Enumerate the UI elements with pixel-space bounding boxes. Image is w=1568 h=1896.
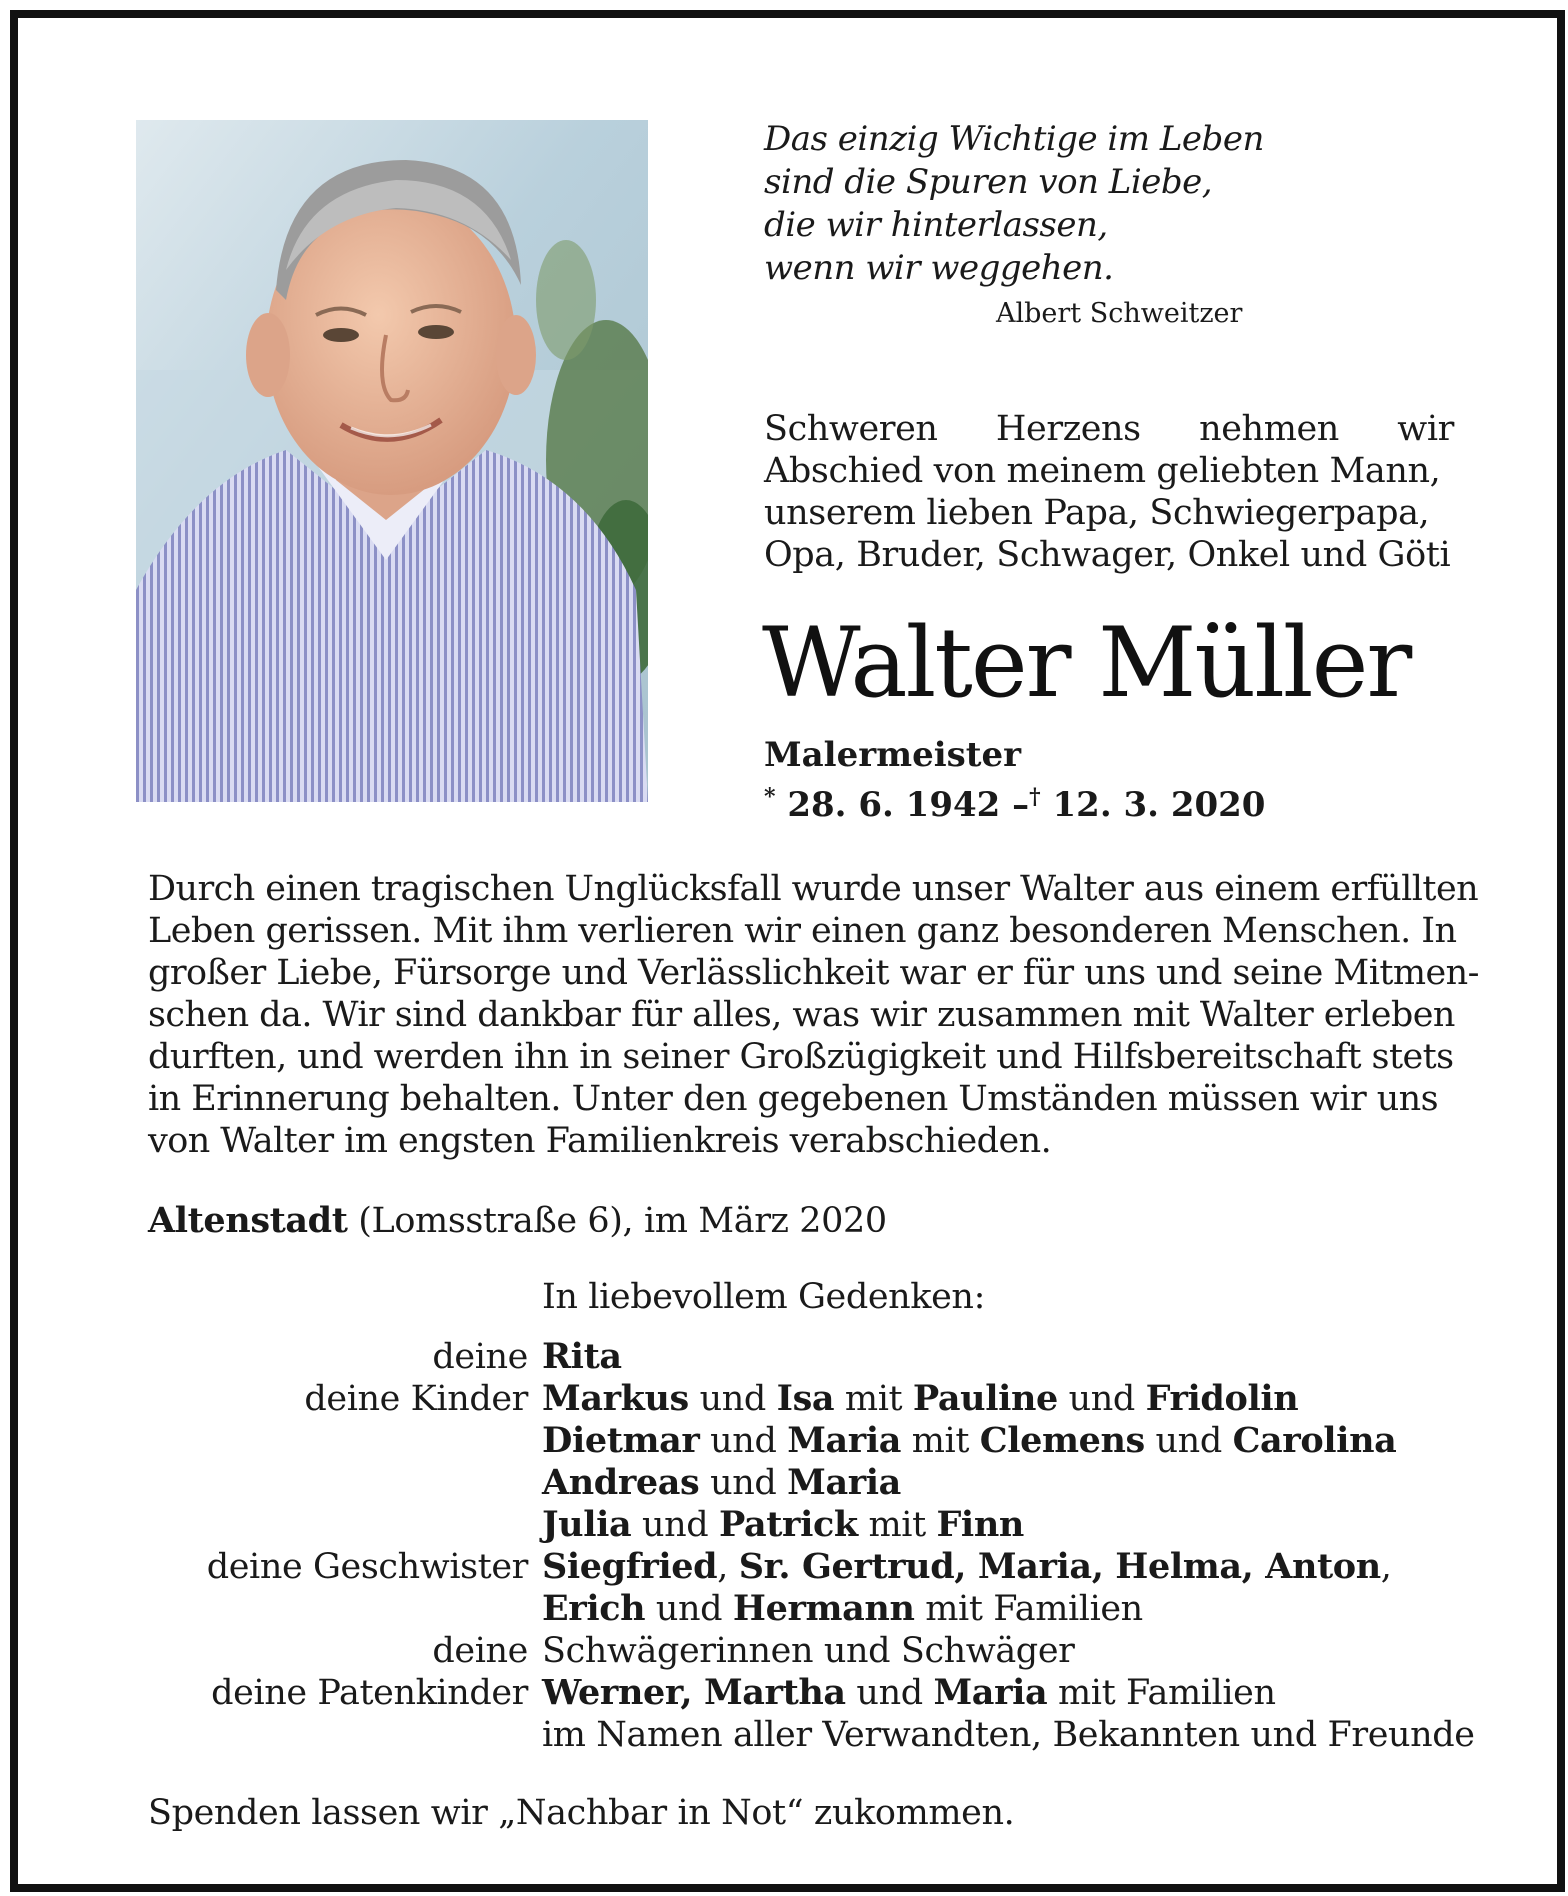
intro-line-2: Abschied von meinem geliebten Mann, [764,451,1441,491]
mourner-connector: und [631,1505,720,1545]
mourner-name: Erich [542,1588,646,1629]
quote-line: Das einzig Wichtige im Leben [764,119,1264,159]
mourner-row [148,1336,1468,1378]
mourner-name: Dietmar [542,1420,700,1461]
portrait-photo [136,120,648,802]
mourner-relation [148,1588,542,1630]
mourner-relation [148,1462,542,1504]
mourner-name: Clemens [979,1420,1145,1461]
mourner-relation: deine Patenkinder [211,1673,528,1713]
mourner-relation: deine Kinder [304,1379,528,1419]
mourner-name: Sr. Gertrud, Maria, Helma, Anton [738,1546,1381,1587]
mourner-relation: deine [432,1631,528,1671]
paragraph-line: Durch einen tragischen Unglücksfall wurde unser Walter aus einem erfüllten [148,869,1479,909]
mourner-names [542,1672,1468,1714]
birth-date: 28. 6. 1942 [787,785,1001,825]
place-town: Altenstadt [148,1200,348,1241]
mourner-connector: mit [857,1505,937,1545]
mourner-names [542,1546,1468,1588]
mourner-connector: mit Familien [914,1589,1143,1629]
mourner-name: Andreas [542,1462,700,1503]
mourner-row [148,1378,1468,1420]
mourner-connector: Schwägerinnen und Schwäger [542,1631,1075,1671]
mourner-connector: und [645,1589,733,1629]
mourner-relation: deine [432,1337,528,1377]
intro-line-3: unserem lieben Papa, Schwiegerpapa, [764,493,1430,533]
quote-line: sind die Spuren von Liebe, [764,162,1213,202]
mourner-name: Werner, Martha [542,1672,846,1713]
mourner-connector: mit Familien [1047,1673,1276,1713]
paragraph-line: Leben gerissen. Mit ihm verlieren wir einen ganz besonderen Menschen. In [148,911,1457,951]
birth-symbol: * [764,784,776,810]
paragraph-line: in Erinnerung behalten. Unter den gegebenen Umständen müssen wir uns [148,1079,1439,1119]
quote-author: Albert Schweitzer [996,298,1243,329]
donation-note: Spenden lassen wir „Nachbar in Not“ zukommen. [148,1793,1015,1833]
mourner-name: Maria [787,1462,901,1503]
mourner-relation [148,1420,542,1462]
mourner-connector: mit [901,1421,980,1461]
mourner-names [542,1630,1468,1672]
intro-line-1 [764,408,1454,450]
paragraph-line: großer Liebe, Fürsorge und Verlässlichkeit war er für uns und seine Mitmen- [148,953,1479,993]
mourner-connector: und [845,1673,934,1713]
mourner-name: Finn [936,1504,1024,1545]
intro-word: wir [1397,409,1454,449]
mourner-name: Hermann [732,1588,915,1629]
mourner-name: Carolina [1232,1420,1397,1461]
place-and-date [148,1200,887,1242]
memorial-heading: In liebevollem Gedenken: [542,1277,985,1317]
intro-line-4: Opa, Bruder, Schwager, Onkel und Göti [764,535,1451,575]
mourner-connector: mit [834,1379,913,1419]
mourner-name: Isa [776,1378,835,1419]
date-separator: – [1012,785,1030,825]
mourner-name: Maria [787,1420,902,1461]
mourner-row [148,1588,1468,1630]
intro-word: nehmen [1199,409,1339,449]
mourner-names [542,1378,1468,1420]
mourners-list [148,1336,1475,1756]
life-dates [764,776,1265,826]
mourner-connector: , [1380,1547,1392,1587]
quote-block [764,118,1264,334]
mourner-names [542,1420,1468,1462]
paragraph-line: von Walter im engsten Familienkreis verabschieden. [148,1121,1052,1161]
deceased-name: Walter Müller [762,607,1411,719]
mourner-name: Pauline [912,1378,1058,1419]
mourner-names [542,1588,1468,1630]
mourner-name: Maria [933,1672,1048,1713]
mourner-name: Siegfried [542,1546,718,1587]
mourner-row [148,1462,1468,1504]
mourner-row [148,1630,1468,1672]
mourner-name: Julia [542,1504,632,1545]
mourner-connector: und [699,1421,788,1461]
mourner-name: Markus [542,1378,689,1419]
mourner-row [148,1546,1468,1588]
paragraph-line: schen da. Wir sind dankbar für alles, was wir zusammen mit Walter erleben [148,995,1455,1035]
mourner-connector: und [1057,1379,1146,1419]
mourner-row [148,1672,1468,1714]
obituary-frame [10,10,1565,1892]
mourner-name: Rita [542,1336,622,1377]
mourner-row [148,1420,1468,1462]
mourner-relation [148,1714,542,1756]
mourner-connector: und [688,1379,777,1419]
mourner-names [542,1336,1468,1378]
body-paragraph [148,868,1479,1162]
mourner-relation: deine Geschwister [206,1547,528,1587]
place-rest: (Lomsstraße 6), im März 2020 [347,1201,887,1241]
mourner-connector: und [1144,1421,1233,1461]
mourner-connector: im Namen aller Verwandten, Bekannten und Freunde [542,1715,1475,1755]
intro-word: Herzens [995,409,1141,449]
mourner-connector: , [717,1547,739,1587]
intro-text [764,408,1454,576]
quote-line: wenn wir weggehen. [764,248,1114,288]
portrait-illustration [136,120,648,802]
mourner-names [542,1714,1475,1756]
mourner-name: Patrick [719,1504,858,1545]
mourner-connector: und [699,1463,788,1503]
mourner-row [148,1714,1475,1756]
mourner-names [542,1504,1468,1546]
mourner-names [542,1462,1468,1504]
mourner-row [148,1504,1468,1546]
death-date: 12. 3. 2020 [1052,785,1266,825]
mourner-relation [148,1504,542,1546]
paragraph-line: durften, und werden ihn in seiner Großzügigkeit und Hilfsbereitschaft stets [148,1037,1454,1077]
quote-line: die wir hinterlassen, [764,205,1108,245]
deceased-occupation: Malermeister [764,735,1022,775]
death-symbol: † [1029,784,1041,810]
mourner-name: Fridolin [1145,1378,1299,1419]
intro-word: Schweren [764,409,938,449]
